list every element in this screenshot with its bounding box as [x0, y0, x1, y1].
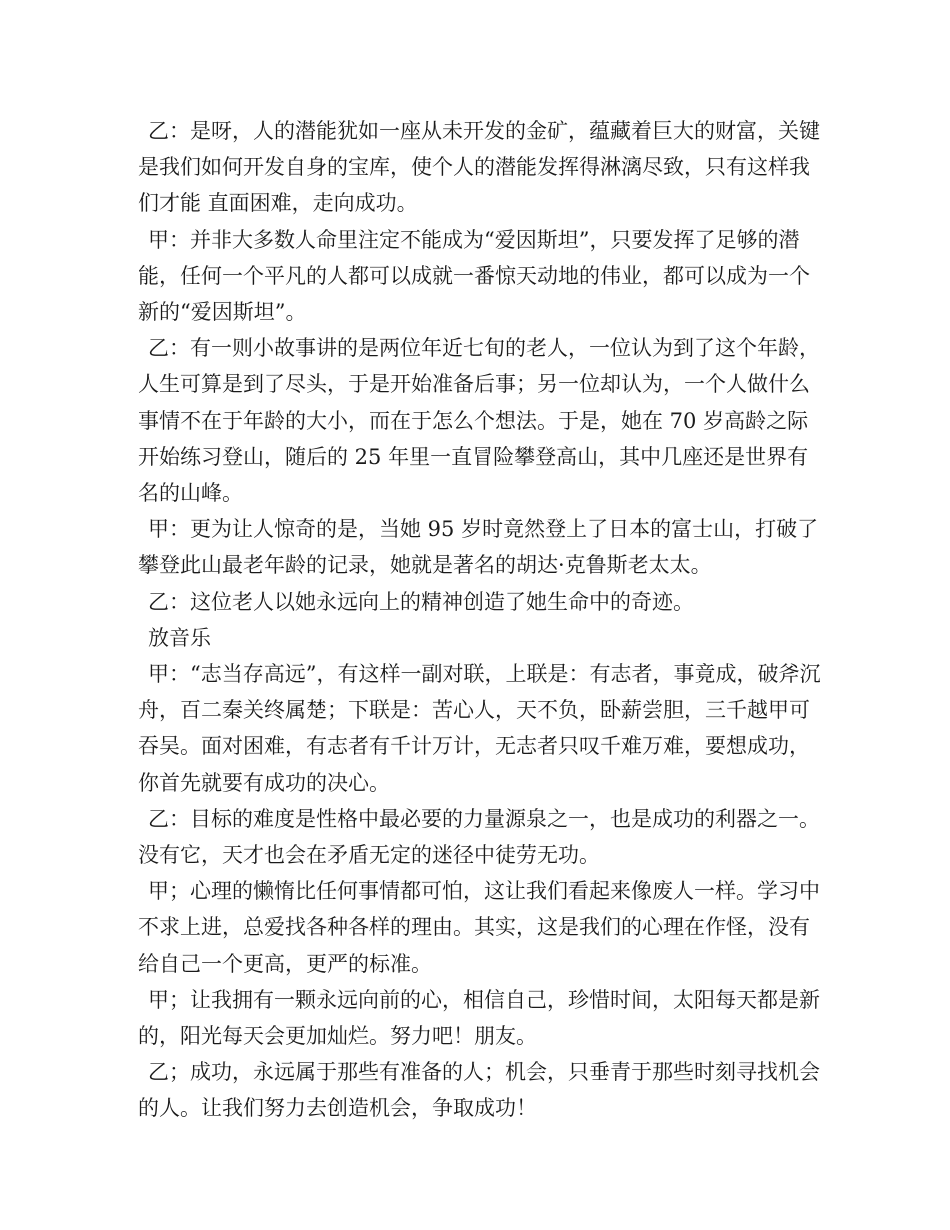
dialogue-paragraph: 甲；心理的懒惰比任何事情都可怕，这让我们看起来像废人一样。学习中不求上进，总爱找各种各样的理由。其实，这是我们的心理在作怪，没有给自己一个更高，更严的标准。 [138, 879, 820, 976]
dialogue-paragraph: 甲：更为让人惊奇的是，当她 95 岁时竟然登上了日本的富士山，打破了攀登此山最老年龄的记录，她就是著名的胡达·克鲁斯老太太。 [138, 517, 819, 578]
stage-direction: 放音乐 [148, 625, 211, 650]
dialogue-paragraph: 甲：“志当存高远”，有这样一副对联，上联是：有志者，事竟成，破斧沉舟，百二秦关终属楚；下联是：苦心人，天不负，卧薪尝胆，三千越甲可吞吴。面对困难，有志者有千计万计，无志者只叹千难万难，要想成功，你首先就要有成功的决心。 [138, 662, 821, 795]
dialogue-paragraph: 乙：有一则小故事讲的是两位年近七旬的老人，一位认为到了这个年龄，人生可算是到了尽头，于是开始准备后事；另一位却认为，一个人做什么事情不在于年龄的大小，而在于怎么个想法。于是，她在 70 岁高龄之际开始练习登山，随后的 25 年里一直冒险攀登高山，其中几座还是世界有名的山峰。 [138, 336, 820, 506]
dialogue-paragraph: 乙：是呀，人的潜能犹如一座从未开发的金矿，蕴藏着巨大的财富，关键是我们如何开发自身的宝库，使个人的潜能发挥得淋漓尽致，只有这样我们才能 直面困难，走向成功。 [138, 119, 820, 216]
dialogue-paragraph: 乙：目标的难度是性格中最必要的力量源泉之一，也是成功的利器之一。没有它，天才也会在矛盾无定的迷径中徒劳无功。 [138, 806, 820, 868]
dialogue-paragraph: 甲；让我拥有一颗永远向前的心，相信自己，珍惜时间，太阳每天都是新的，阳光每天会更加灿烂。努力吧！朋友。 [138, 987, 820, 1049]
dialogue-paragraph: 乙；成功，永远属于那些有准备的人；机会，只垂青于那些时刻寻找机会的人。让我们努力去创造机会，争取成功！ [138, 1060, 820, 1121]
document-body [138, 113, 828, 1127]
dialogue-paragraph: 乙：这位老人以她永远向上的精神创造了她生命中的奇迹。 [148, 589, 694, 614]
dialogue-paragraph: 甲：并非大多数人命里注定不能成为“爱因斯坦”，只要发挥了足够的潜能，任何一个平凡的人都可以成就一番惊天动地的伟业，都可以成为一个新的“爱因斯坦”。 [138, 227, 810, 325]
